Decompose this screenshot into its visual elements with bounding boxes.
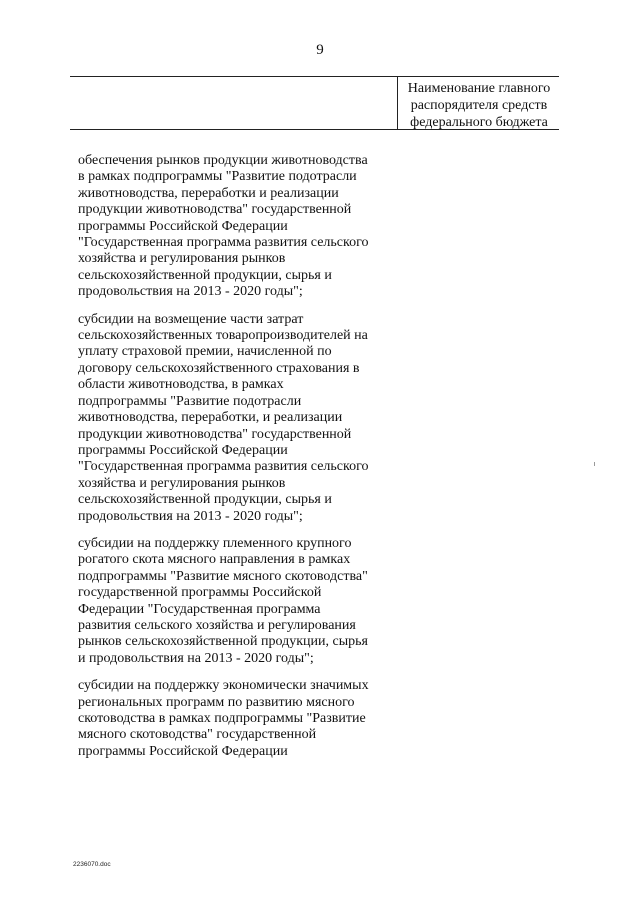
table-column-divider bbox=[397, 77, 398, 129]
document-body bbox=[78, 153, 418, 771]
text-line: скотоводства в рамках подпрограммы "Развитие bbox=[78, 711, 366, 726]
text-line: обеспечения рынков продукции животноводства bbox=[78, 153, 368, 168]
text-line: продовольствия на 2013 - 2020 годы"; bbox=[78, 284, 303, 300]
text-line: животноводства, переработки и реализации bbox=[78, 185, 339, 201]
text-line: уплату страховой премии, начисленной по bbox=[78, 344, 332, 360]
text-line: субсидии на поддержку племенного крупного bbox=[78, 535, 352, 551]
text-line: рынков сельскохозяйственной продукции, сырья bbox=[78, 634, 368, 650]
header-cell-line: федерального бюджета bbox=[410, 115, 548, 130]
text-line: программы Российской Федерации bbox=[78, 218, 288, 234]
text-line: договору сельскохозяйственного страхования в bbox=[78, 360, 360, 376]
text-line: сельскохозяйственной продукции, сырья и bbox=[78, 492, 332, 508]
text-line: программы Российской Федерации bbox=[78, 442, 288, 458]
text-line: продукции животноводства" государственной bbox=[78, 426, 352, 442]
text-line: области животноводства, в рамках bbox=[78, 377, 284, 393]
text-line: продукции животноводства" государственной bbox=[78, 202, 352, 218]
text-line: в рамках подпрограммы "Развитие подотрасли bbox=[78, 169, 357, 185]
page-number: 9 bbox=[316, 42, 324, 58]
text-line: хозяйства и регулирования рынков bbox=[78, 475, 286, 491]
text-line: "Государственная программа развития сельского bbox=[78, 459, 369, 475]
paragraph-livestock-markets bbox=[78, 153, 418, 301]
text-line: региональных программ по развитию мясного bbox=[78, 694, 355, 710]
paragraph-regional-programs bbox=[78, 678, 418, 760]
header-cell-budget-manager bbox=[399, 80, 559, 131]
text-line: и продовольствия на 2013 - 2020 годы"; bbox=[78, 650, 314, 666]
scan-speck bbox=[594, 462, 595, 466]
footer-filename: 2236070.doc bbox=[73, 861, 111, 868]
paragraph-breeding-cattle bbox=[78, 536, 418, 667]
header-cell-line: Наименование главного bbox=[407, 81, 551, 96]
text-line: животноводства, переработки, и реализации bbox=[78, 410, 343, 426]
text-line: программы Российской Федерации bbox=[78, 743, 288, 759]
text-line: развития сельского хозяйства и регулирования bbox=[78, 617, 356, 633]
paragraph-insurance-subsidies bbox=[78, 312, 418, 525]
text-line: Федерации "Государственная программа bbox=[78, 601, 321, 617]
text-line: хозяйства и регулирования рынков bbox=[78, 251, 286, 267]
header-cell-line: распорядителя средств bbox=[410, 98, 548, 113]
text-line: мясного скотоводства" государственной bbox=[78, 727, 317, 743]
text-line: субсидии на поддержку экономически значимых bbox=[78, 678, 369, 694]
text-line: субсидии на возмещение части затрат bbox=[78, 311, 304, 327]
text-line: подпрограммы "Развитие мясного скотоводства" bbox=[78, 568, 368, 584]
text-line: продовольствия на 2013 - 2020 годы"; bbox=[78, 508, 303, 524]
header-table bbox=[70, 76, 559, 130]
text-line: рогатого скота мясного направления в рамках bbox=[78, 552, 351, 568]
text-line: сельскохозяйственных товаропроизводителей на bbox=[78, 328, 368, 344]
text-line: "Государственная программа развития сельского bbox=[78, 235, 369, 251]
text-line: подпрограммы "Развитие подотрасли bbox=[78, 393, 302, 409]
text-line: государственной программы Российской bbox=[78, 585, 322, 601]
text-line: сельскохозяйственной продукции, сырья и bbox=[78, 267, 332, 283]
